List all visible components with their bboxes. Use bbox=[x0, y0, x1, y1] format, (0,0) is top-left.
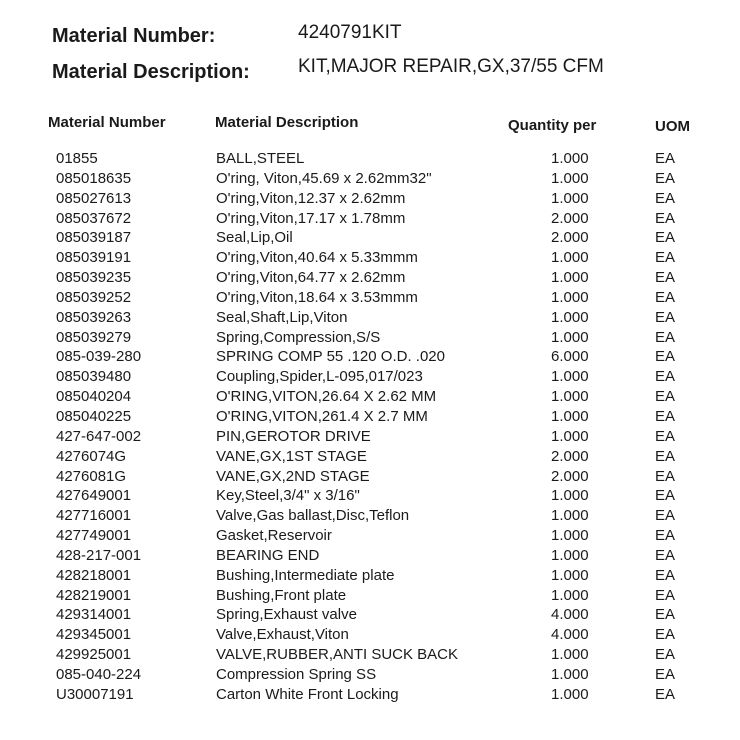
cell-material-description: Valve,Exhaust,Viton bbox=[216, 626, 349, 644]
table-row bbox=[0, 367, 740, 387]
table-row bbox=[0, 566, 740, 586]
cell-material-number: 085039191 bbox=[56, 249, 132, 267]
cell-material-description: SPRING COMP 55 .120 O.D. .020 bbox=[216, 348, 445, 366]
cell-quantity: 1.000 bbox=[551, 150, 589, 167]
table-row bbox=[0, 387, 740, 407]
table-row bbox=[0, 328, 740, 348]
cell-uom: EA bbox=[655, 328, 676, 346]
cell-material-number: 4276081G bbox=[56, 467, 127, 485]
cell-quantity: 1.000 bbox=[551, 566, 589, 584]
cell-quantity: 1.000 bbox=[551, 665, 589, 683]
table-row bbox=[0, 288, 740, 308]
cell-material-number: 428218001 bbox=[56, 566, 132, 584]
cell-quantity: 1.000 bbox=[551, 288, 589, 306]
table-row bbox=[0, 506, 740, 526]
table-row bbox=[0, 685, 740, 705]
cell-material-number: 085039252 bbox=[56, 288, 132, 306]
cell-uom: EA bbox=[655, 229, 676, 247]
cell-material-description: O'ring, Viton,45.69 x 2.62mm32" bbox=[216, 169, 432, 187]
column-header-material-number: Material Number bbox=[48, 114, 166, 131]
cell-material-number: 429925001 bbox=[56, 646, 132, 664]
cell-uom: EA bbox=[655, 467, 676, 485]
cell-material-number: 085039187 bbox=[56, 229, 132, 247]
cell-material-description: Seal,Lip,Oil bbox=[216, 229, 293, 247]
cell-quantity: 1.000 bbox=[551, 328, 589, 346]
cell-uom: EA bbox=[655, 646, 676, 664]
cell-quantity: 2.000 bbox=[551, 467, 589, 485]
cell-uom: EA bbox=[655, 527, 676, 545]
cell-uom: EA bbox=[655, 150, 676, 167]
cell-material-description: Compression Spring SS bbox=[216, 665, 377, 683]
cell-uom: EA bbox=[655, 447, 676, 465]
cell-material-number: 427716001 bbox=[56, 507, 132, 525]
cell-quantity: 1.000 bbox=[551, 388, 589, 406]
cell-uom: EA bbox=[655, 288, 676, 306]
material-description-value: KIT,MAJOR REPAIR,GX,37/55 CFM bbox=[298, 56, 604, 77]
cell-quantity: 1.000 bbox=[551, 169, 589, 187]
cell-uom: EA bbox=[655, 269, 676, 287]
cell-material-description: VALVE,RUBBER,ANTI SUCK BACK bbox=[216, 646, 459, 664]
cell-material-description: Spring,Compression,S/S bbox=[216, 328, 381, 346]
cell-uom: EA bbox=[655, 566, 676, 584]
cell-quantity: 1.000 bbox=[551, 685, 589, 703]
cell-quantity: 4.000 bbox=[551, 606, 589, 624]
cell-material-number: 428-217-001 bbox=[56, 546, 142, 564]
table-row bbox=[0, 486, 740, 506]
cell-material-description: BALL,STEEL bbox=[216, 150, 305, 167]
cell-material-number: 427749001 bbox=[56, 527, 132, 545]
table-row bbox=[0, 228, 740, 248]
cell-material-description: VANE,GX,1ST STAGE bbox=[216, 447, 367, 465]
cell-quantity: 1.000 bbox=[551, 546, 589, 564]
cell-uom: EA bbox=[655, 606, 676, 624]
cell-uom: EA bbox=[655, 348, 676, 366]
cell-uom: EA bbox=[655, 507, 676, 525]
table-row bbox=[0, 447, 740, 467]
cell-uom: EA bbox=[655, 209, 676, 227]
cell-quantity: 1.000 bbox=[551, 308, 589, 326]
table-row bbox=[0, 189, 740, 209]
parts-table-body bbox=[0, 149, 740, 705]
cell-material-number: 085039235 bbox=[56, 269, 132, 287]
cell-quantity: 2.000 bbox=[551, 209, 589, 227]
cell-material-number: 085039279 bbox=[56, 328, 132, 346]
table-row bbox=[0, 467, 740, 487]
cell-uom: EA bbox=[655, 189, 676, 207]
cell-uom: EA bbox=[655, 427, 676, 445]
table-row bbox=[0, 149, 740, 169]
table-row bbox=[0, 209, 740, 229]
table-row bbox=[0, 546, 740, 566]
table-row bbox=[0, 268, 740, 288]
table-row bbox=[0, 645, 740, 665]
cell-quantity: 1.000 bbox=[551, 507, 589, 525]
cell-material-number: 427649001 bbox=[56, 487, 132, 505]
cell-material-number: 085040225 bbox=[56, 407, 132, 425]
cell-material-number: 085-039-280 bbox=[56, 348, 142, 366]
material-number-value: 4240791KIT bbox=[298, 22, 402, 43]
cell-material-number: 085027613 bbox=[56, 189, 132, 207]
table-row bbox=[0, 248, 740, 268]
cell-material-description: O'ring,Viton,40.64 x 5.33mmm bbox=[216, 249, 418, 267]
cell-material-number: 429314001 bbox=[56, 606, 132, 624]
cell-material-description: Key,Steel,3/4" x 3/16" bbox=[216, 487, 360, 505]
cell-quantity: 1.000 bbox=[551, 269, 589, 287]
cell-quantity: 1.000 bbox=[551, 427, 589, 445]
cell-uom: EA bbox=[655, 388, 676, 406]
table-row bbox=[0, 665, 740, 685]
table-row bbox=[0, 427, 740, 447]
cell-quantity: 1.000 bbox=[551, 487, 589, 505]
cell-quantity: 2.000 bbox=[551, 447, 589, 465]
cell-uom: EA bbox=[655, 586, 676, 604]
cell-quantity: 1.000 bbox=[551, 368, 589, 386]
cell-uom: EA bbox=[655, 407, 676, 425]
cell-material-number: 428219001 bbox=[56, 586, 132, 604]
cell-material-number: 085-040-224 bbox=[56, 665, 142, 683]
column-header-material-description: Material Description bbox=[215, 114, 359, 131]
cell-uom: EA bbox=[655, 368, 676, 386]
cell-uom: EA bbox=[655, 546, 676, 564]
cell-material-description: BEARING END bbox=[216, 546, 320, 564]
cell-material-number: 4276074G bbox=[56, 447, 127, 465]
table-row bbox=[0, 308, 740, 328]
table-row bbox=[0, 407, 740, 427]
cell-quantity: 1.000 bbox=[551, 586, 589, 604]
column-header-quantity-per: Quantity per bbox=[508, 117, 597, 134]
cell-quantity: 4.000 bbox=[551, 626, 589, 644]
cell-material-description: Coupling,Spider,L-095,017/023 bbox=[216, 368, 423, 386]
cell-material-number: 085037672 bbox=[56, 209, 132, 227]
table-row bbox=[0, 526, 740, 546]
cell-material-description: VANE,GX,2ND STAGE bbox=[216, 467, 370, 485]
cell-uom: EA bbox=[655, 308, 676, 326]
cell-material-description: Bushing,Intermediate plate bbox=[216, 566, 395, 584]
cell-uom: EA bbox=[655, 169, 676, 187]
material-number-label: Material Number: bbox=[52, 25, 216, 47]
cell-quantity: 1.000 bbox=[551, 527, 589, 545]
cell-quantity: 6.000 bbox=[551, 348, 589, 366]
cell-material-description: O'ring,Viton,17.17 x 1.78mm bbox=[216, 209, 406, 227]
table-row bbox=[0, 169, 740, 189]
cell-material-number: 085039480 bbox=[56, 368, 132, 386]
cell-material-description: O'ring,Viton,18.64 x 3.53mmm bbox=[216, 288, 418, 306]
cell-quantity: 1.000 bbox=[551, 646, 589, 664]
cell-uom: EA bbox=[655, 626, 676, 644]
material-description-label: Material Description: bbox=[52, 61, 250, 83]
cell-material-number: 085040204 bbox=[56, 388, 132, 406]
cell-uom: EA bbox=[655, 685, 676, 703]
cell-quantity: 2.000 bbox=[551, 229, 589, 247]
cell-uom: EA bbox=[655, 249, 676, 267]
table-row bbox=[0, 347, 740, 367]
cell-material-description: Carton White Front Locking bbox=[216, 685, 399, 703]
cell-material-description: O'ring,Viton,12.37 x 2.62mm bbox=[216, 189, 406, 207]
cell-material-description: O'ring,Viton,64.77 x 2.62mm bbox=[216, 269, 406, 287]
cell-material-number: U30007191 bbox=[56, 685, 134, 703]
cell-material-number: 085039263 bbox=[56, 308, 132, 326]
table-row bbox=[0, 625, 740, 645]
cell-uom: EA bbox=[655, 665, 676, 683]
cell-quantity: 1.000 bbox=[551, 407, 589, 425]
column-header-uom: UOM bbox=[655, 118, 690, 135]
cell-material-description: Bushing,Front plate bbox=[216, 586, 347, 604]
table-row bbox=[0, 586, 740, 606]
cell-uom: EA bbox=[655, 487, 676, 505]
cell-material-description: Seal,Shaft,Lip,Viton bbox=[216, 308, 348, 326]
cell-material-number: 429345001 bbox=[56, 626, 132, 644]
cell-material-description: PIN,GEROTOR DRIVE bbox=[216, 427, 371, 445]
cell-material-description: O'RING,VITON,26.64 X 2.62 MM bbox=[216, 388, 437, 406]
cell-material-description: Gasket,Reservoir bbox=[216, 527, 332, 545]
cell-material-number: 085018635 bbox=[56, 169, 132, 187]
cell-material-description: O'RING,VITON,261.4 X 2.7 MM bbox=[216, 407, 428, 425]
cell-material-number: 427-647-002 bbox=[56, 427, 142, 445]
cell-quantity: 1.000 bbox=[551, 249, 589, 267]
cell-material-description: Spring,Exhaust valve bbox=[216, 606, 357, 624]
cell-material-number: 01855 bbox=[56, 150, 98, 167]
table-row bbox=[0, 605, 740, 625]
cell-quantity: 1.000 bbox=[551, 189, 589, 207]
cell-material-description: Valve,Gas ballast,Disc,Teflon bbox=[216, 507, 410, 525]
